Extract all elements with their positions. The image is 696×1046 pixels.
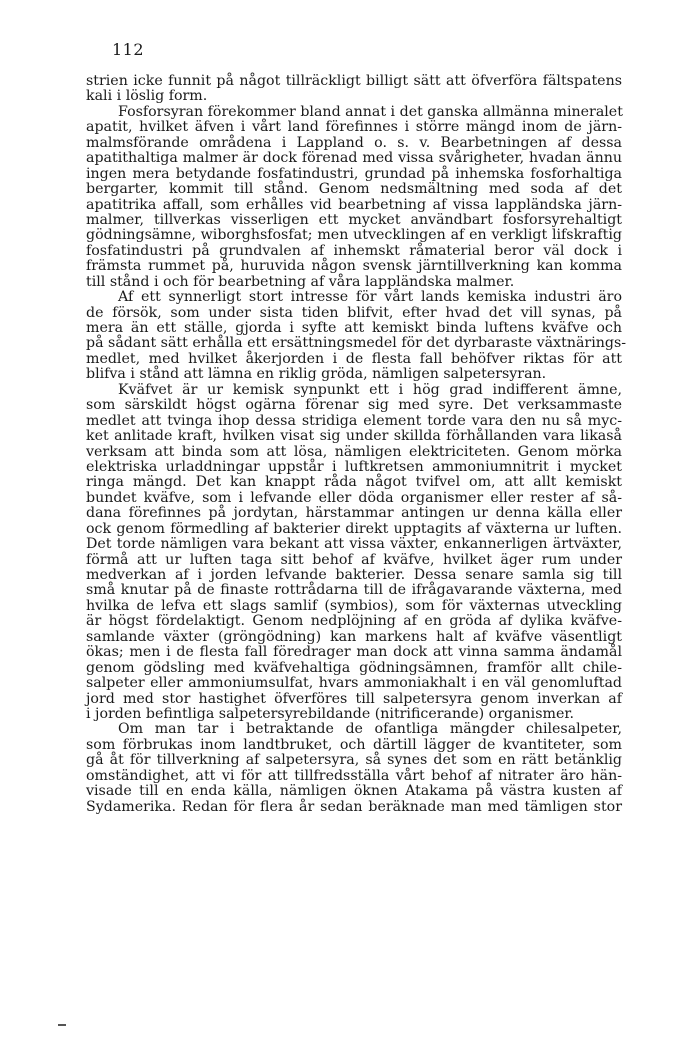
text-line: hvilka de lefva ett slags samlif (symbios), som för växternas utveckling: [86, 597, 622, 614]
text-line: dana förefinnes på jordytan, härstammar antingen ur denna källa eller: [86, 505, 622, 522]
text-line: malmsförande områdena i Lappland o. s. v. Bearbetningen af dessa: [86, 134, 622, 151]
text-line: gödningsämne, wiborghsfosfat; men utvecklingen af en verkligt lifskraftig: [86, 227, 622, 244]
text-line: strien icke funnit på något tillräckligt billigt sätt att öfverföra fältspatens: [86, 73, 622, 89]
text-line: Kväfvet är ur kemisk synpunkt ett i hög grad indifferent ämne,: [118, 381, 622, 398]
text-line: verksam att binda som att lösa, nämligen elektriciteten. Genom mörka: [86, 443, 622, 460]
text-line: främsta rummet på, huruvida någon svensk järntillverkning kan komma: [86, 258, 622, 275]
text-line: förmå att ur luften taga sitt behof af kväfve, hvilket äger rum under: [86, 551, 622, 568]
text-line: ket anlitade kraft, hvilken visat sig under skillda förhållanden vara likaså: [86, 428, 622, 445]
text-line: Fosforsyran förekommer bland annat i det ganska allmänna mineralet: [118, 103, 623, 120]
paragraph: [86, 383, 622, 723]
text-line: ökas; men i de flesta fall föredrager man dock att vinna samma ändamål: [86, 644, 622, 661]
text-line: Sydamerika. Redan för flera år sedan beräknade man med tämligen stor: [86, 798, 622, 815]
text-line: mera än ett ställe, gjorda i syfte att kemiskt binda luftens kväfve och: [86, 320, 622, 336]
scan-speck: [58, 1024, 66, 1026]
text-line: salpeter eller ammoniumsulfat, hvars ammoniakhalt i en väl genomluftad: [86, 675, 622, 692]
text-line: omständighet, att vi för att tillfredsställa vårt behof af nitrater äro hän-: [86, 767, 622, 784]
text-line: ringa mängd. Det kan knappt råda något tvifvel om, att allt kemiskt: [86, 474, 622, 491]
text-line: blifva i stånd att lämna en riklig gröda, nämligen salpetersyran.: [86, 366, 547, 383]
text-line: ock genom förmedling af bakterier direkt upptagits af växterna ur luften.: [86, 520, 622, 537]
text-line: ingen mera betydande fosfatindustri, grundad på inhemska fosforhaltiga: [86, 165, 622, 182]
text-line: fosfatindustri på grundvalen af inhemskt råmaterial beror väl dock i: [86, 242, 622, 259]
text-line: genom gödsling med kväfvehaltiga gödningsämnen, framför allt chile-: [86, 659, 622, 676]
text-line: apatitrika affall, som erhålles vid bearbetning af vissa lappländska järn-: [86, 196, 622, 213]
text-line: visade till en enda källa, nämligen öknen Atakama på västra kusten af: [86, 783, 622, 800]
page-number: 112: [112, 40, 145, 59]
text-line: de försök, som under sista tiden blifvit, efter hvad det vill synas, på: [86, 304, 622, 321]
text-line: som särskildt högst ogärna förenar sig med syre. Det verksammaste: [86, 397, 622, 414]
text-line: jord med stor hastighet öfverföres till salpetersyra genom inverkan af: [86, 690, 622, 707]
text-line: små knutar på de finaste rottrådarna till de ifrågavarande växterna, med: [86, 582, 622, 599]
text-line: bundet kväfve, som i lefvande eller döda organismer eller rester af så-: [86, 489, 622, 506]
text-line: apatit, hvilket äfven i vårt land förefinnes i större mängd inom de järn-: [86, 119, 622, 136]
text-line: till stånd i och för bearbetning af våra lappländska malmer.: [86, 273, 515, 290]
text-line: Om man tar i betraktande de ofantliga mängder chilesalpeter,: [118, 721, 622, 738]
paragraph: [86, 105, 622, 290]
text-line: Af ett synnerligt stort intresse för vårt lands kemiska industri äro: [118, 289, 622, 306]
paragraph: [86, 74, 622, 105]
body-text: [86, 73, 627, 815]
text-line: apatithaltiga malmer är dock förenad med vissa svårigheter, hvadan ännu: [86, 150, 622, 167]
text-line: bergarter, kommit till stånd. Genom nedsmältning med soda af det: [86, 181, 622, 198]
text-line: elektriska urladdningar uppstår i luftkretsen ammoniumnitrit i mycket: [86, 458, 622, 475]
text-line: medverkan af i jorden lefvande bakterier. Dessa senare samla sig till: [86, 567, 622, 583]
text-line: Det torde nämligen vara bekant att vissa växter, enkannerligen ärtväxter,: [86, 536, 622, 553]
text-line: medlet, med hvilket åkerjorden i de flesta fall behöfver riktas för att: [86, 350, 622, 367]
paragraph: [86, 722, 622, 815]
paragraph: [86, 289, 627, 383]
text-line: som förbrukas inom landtbruket, och därtill lägger de kvantiteter, som: [86, 736, 622, 753]
text-line: samlande växter (gröngödning) kan markens halt af kväfve väsentligt: [86, 628, 622, 645]
text-line: i jorden befintliga salpetersyrebildande (nitrificerande) organismer.: [86, 705, 575, 722]
text-line: malmer, tillverkas visserligen ett mycket användbart fosforsyrehaltigt: [86, 211, 622, 228]
text-line: kali i löslig form.: [86, 88, 208, 105]
text-line: är högst fördelaktigt. Genom nedplöjning af en gröda af dylika kväfve-: [86, 613, 622, 630]
text-line: gå åt för tillverkning af salpetersyra, så synes det som en rätt betänklig: [86, 752, 622, 769]
text-line: på sådant sätt erhålla ett ersättningsmedel för det dyrbaraste växtnärings-: [86, 335, 627, 352]
text-line: medlet att tvinga ihop dessa stridiga element torde vara den nu så myc-: [86, 412, 622, 429]
